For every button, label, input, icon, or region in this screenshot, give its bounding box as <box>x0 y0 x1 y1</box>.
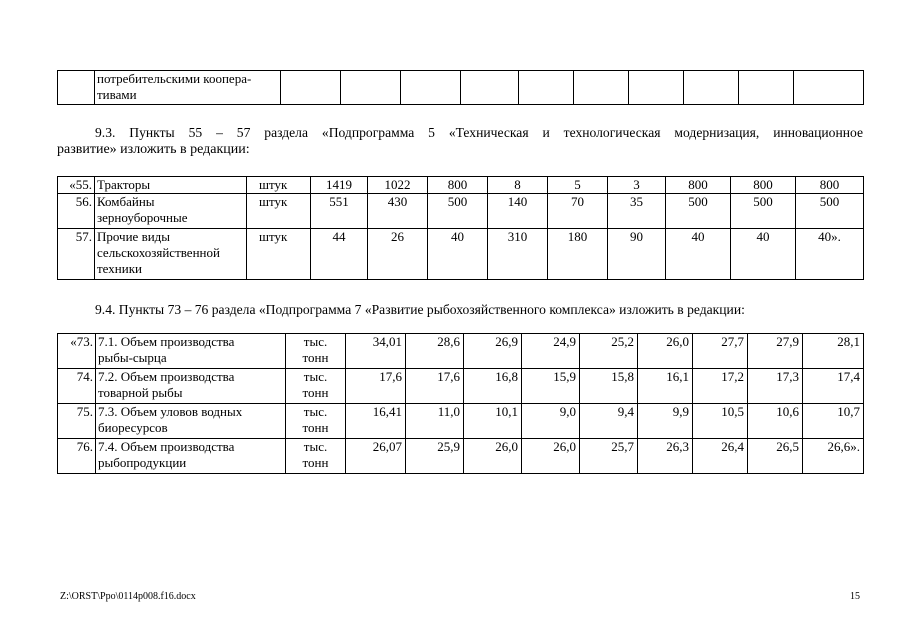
value: 25,9 <box>437 439 460 454</box>
value: 1419 <box>326 177 352 192</box>
value-cell <box>731 194 796 229</box>
value-cell <box>401 71 461 105</box>
value: 15,9 <box>553 369 576 384</box>
value-cell <box>580 369 638 404</box>
value-cell <box>803 334 864 369</box>
value: 1022 <box>384 177 411 192</box>
footer-page-number: 15 <box>850 591 860 602</box>
value: 16,8 <box>495 369 518 384</box>
value-cell <box>281 71 341 105</box>
value-cell <box>406 369 464 404</box>
value-cell <box>638 369 693 404</box>
paragraph-line: 9.4. Пункты 73 – 76 раздела «Подпрограмма 7 «Развитие рыбохозяйственного комплекса» изложить в редакции: <box>95 302 745 317</box>
row-name-cell <box>96 404 286 439</box>
value-cell <box>464 369 522 404</box>
value-cell <box>311 177 368 194</box>
value-cell <box>580 439 638 474</box>
value-cell <box>748 404 803 439</box>
value-cell <box>580 404 638 439</box>
table-row <box>58 194 864 229</box>
row-number-cell <box>58 177 95 194</box>
value-cell <box>368 194 428 229</box>
value: 26,0 <box>495 439 518 454</box>
value: 9,9 <box>672 404 689 419</box>
cell-line: Прочие виды <box>97 229 171 244</box>
value: 26,4 <box>721 439 744 454</box>
value: 10,6 <box>776 404 799 419</box>
value: 15,8 <box>611 369 634 384</box>
value-cell <box>341 71 401 105</box>
table-row <box>58 404 864 439</box>
value-cell <box>488 229 548 280</box>
value: 40». <box>818 229 841 244</box>
value: 26,5 <box>776 439 799 454</box>
row-name-cell <box>96 369 286 404</box>
cell-line: рыбы-сырца <box>98 350 167 365</box>
row-number-cell <box>58 369 96 404</box>
value-cell <box>803 404 864 439</box>
row-number-cell <box>58 194 95 229</box>
value-cell <box>406 439 464 474</box>
value-cell <box>522 439 580 474</box>
value: 25,2 <box>611 334 634 349</box>
value-cell <box>748 439 803 474</box>
value: 800 <box>753 177 773 192</box>
unit-cell <box>247 229 311 280</box>
value: 800 <box>819 177 840 192</box>
row-name-cell <box>96 334 286 369</box>
value: 17,4 <box>837 369 860 384</box>
value-cell <box>608 229 666 280</box>
value-cell <box>608 194 666 229</box>
value-cell <box>368 177 428 194</box>
cell-line: биоресурсов <box>98 420 168 435</box>
value-cell <box>406 334 464 369</box>
value-cell <box>311 229 368 280</box>
value: 16,41 <box>372 404 402 419</box>
value-cell <box>666 194 731 229</box>
cell-line: тонн <box>302 385 329 400</box>
value: 26 <box>391 229 404 244</box>
row-number-cell <box>58 404 96 439</box>
cell-line: тонн <box>302 455 329 470</box>
value-cell <box>522 369 580 404</box>
value: 35 <box>630 194 643 209</box>
paragraph-9-3 <box>57 124 863 158</box>
unit-label: штук <box>259 229 288 244</box>
row-number-cell <box>58 71 95 105</box>
value: 28,6 <box>437 334 460 349</box>
value: 24,9 <box>553 334 576 349</box>
value-cell <box>693 439 748 474</box>
value: 26,9 <box>495 334 518 349</box>
table-row <box>58 369 864 404</box>
row-number: 74. <box>76 369 93 384</box>
unit-cell <box>247 177 311 194</box>
table-row <box>58 334 864 369</box>
value-cell <box>488 194 548 229</box>
value: 8 <box>514 177 521 192</box>
value: 17,6 <box>379 369 402 384</box>
value: 800 <box>688 177 708 192</box>
unit-label: штук <box>259 194 288 209</box>
value: 9,0 <box>559 404 576 419</box>
value: 500 <box>753 194 773 209</box>
value: 44 <box>332 229 346 244</box>
unit-cell <box>286 404 346 439</box>
value-cell <box>693 404 748 439</box>
cell-line: 7.3. Объем уловов водных <box>98 404 243 419</box>
value-cell <box>464 439 522 474</box>
row-name-line: потребительскими коопера- <box>97 71 252 86</box>
value-cell <box>731 177 796 194</box>
cell-line: зерноуборочные <box>97 210 188 225</box>
value-cell <box>731 229 796 280</box>
value-cell <box>796 177 864 194</box>
row-name-cell <box>95 229 247 280</box>
value: 17,2 <box>721 369 744 384</box>
unit-cell <box>286 334 346 369</box>
value-cell <box>666 229 731 280</box>
value: 27,9 <box>776 334 799 349</box>
value: 40 <box>691 229 705 244</box>
value-cell <box>522 404 580 439</box>
value: 40 <box>756 229 770 244</box>
continuation-table <box>57 70 864 105</box>
value: 26,3 <box>666 439 689 454</box>
value: 500 <box>688 194 708 209</box>
value: 180 <box>567 229 588 244</box>
unit-cell <box>286 439 346 474</box>
cell-line: сельскохозяйственной <box>97 245 220 260</box>
value: 34,01 <box>372 334 402 349</box>
paragraph-line: развитие» изложить в редакции: <box>57 142 250 157</box>
value-cell <box>739 71 794 105</box>
value-cell <box>608 177 666 194</box>
cell-line: тыс. <box>303 404 328 419</box>
value: 40 <box>451 229 464 244</box>
value-cell <box>803 439 864 474</box>
row-number-cell <box>58 439 96 474</box>
value-cell <box>580 334 638 369</box>
cell-line: товарной рыбы <box>98 385 183 400</box>
value: 11,0 <box>437 404 460 419</box>
machinery-table <box>57 176 864 280</box>
row-number: 57. <box>75 229 92 244</box>
value-cell <box>406 404 464 439</box>
paragraph-9-4 <box>95 301 863 318</box>
value-cell <box>803 369 864 404</box>
value: 17,3 <box>776 369 799 384</box>
value-cell <box>346 404 406 439</box>
cell-line: Комбайны <box>97 194 155 209</box>
value-cell <box>519 71 574 105</box>
value-cell <box>748 369 803 404</box>
row-name-cell <box>95 177 247 194</box>
cell-line: тонн <box>302 350 329 365</box>
value-cell <box>346 439 406 474</box>
row-number: «55. <box>69 177 92 192</box>
value-cell <box>368 229 428 280</box>
value: 70 <box>571 194 584 209</box>
cell-line: техники <box>97 261 142 276</box>
row-name-cell <box>95 71 281 105</box>
value: 500 <box>819 194 840 209</box>
row-number: 75. <box>76 404 93 419</box>
table-row <box>58 229 864 280</box>
value: 90 <box>630 229 643 244</box>
value: 551 <box>329 194 349 209</box>
value-cell <box>684 71 739 105</box>
row-number: «73. <box>70 334 93 349</box>
table-row <box>58 71 864 105</box>
value-cell <box>794 71 864 105</box>
value-cell <box>638 334 693 369</box>
value: 3 <box>633 177 640 192</box>
row-number-cell <box>58 229 95 280</box>
value: 26,07 <box>372 439 402 454</box>
value: 10,5 <box>721 404 744 419</box>
value: 26,0 <box>666 334 689 349</box>
value-cell <box>346 369 406 404</box>
value-cell <box>748 334 803 369</box>
row-name-line: тивами <box>97 87 137 102</box>
cell-line: тыс. <box>303 369 328 384</box>
row-name-cell <box>96 439 286 474</box>
unit-cell <box>286 369 346 404</box>
cell-line: Тракторы <box>97 177 151 192</box>
cell-line: тыс. <box>303 439 328 454</box>
fishery-table <box>57 333 864 474</box>
table-row <box>58 177 864 194</box>
cell-line: 7.4. Объем производства <box>98 439 235 454</box>
value-cell <box>548 229 608 280</box>
value: 5 <box>574 177 581 192</box>
row-number: 56. <box>75 194 92 209</box>
footer-file-path: Z:\ORST\Ppo\0114p008.f16.docx <box>60 591 196 602</box>
cell-line: тыс. <box>303 334 328 349</box>
paragraph-line: 9.3. Пункты 55 – 57 раздела «Подпрограмма 5 «Техническая и технологическая модернизация, инновационное <box>95 125 863 140</box>
value-cell <box>638 404 693 439</box>
value: 430 <box>387 194 408 209</box>
value-cell <box>346 334 406 369</box>
value-cell <box>461 71 519 105</box>
value-cell <box>464 334 522 369</box>
value-cell <box>796 229 864 280</box>
value-cell <box>311 194 368 229</box>
cell-line: рыбопродукции <box>98 455 187 470</box>
row-number-cell <box>58 334 96 369</box>
value-cell <box>638 439 693 474</box>
cell-line: 7.2. Объем производства <box>98 369 235 384</box>
row-name-cell <box>95 194 247 229</box>
value-cell <box>488 177 548 194</box>
value: 9,4 <box>617 404 634 419</box>
unit-label: штук <box>259 177 288 192</box>
value-cell <box>428 229 488 280</box>
value: 800 <box>447 177 468 192</box>
value: 28,1 <box>837 334 860 349</box>
unit-cell <box>247 194 311 229</box>
value: 25,7 <box>611 439 634 454</box>
value-cell <box>796 194 864 229</box>
table-row <box>58 439 864 474</box>
value-cell <box>428 177 488 194</box>
value: 10,7 <box>837 404 860 419</box>
value-cell <box>464 404 522 439</box>
value: 10,1 <box>495 404 518 419</box>
value-cell <box>574 71 629 105</box>
value: 140 <box>507 194 528 209</box>
value: 27,7 <box>721 334 744 349</box>
value-cell <box>629 71 684 105</box>
value-cell <box>548 177 608 194</box>
cell-line: 7.1. Объем производства <box>98 334 235 349</box>
value-cell <box>666 177 731 194</box>
value-cell <box>693 369 748 404</box>
value-cell <box>428 194 488 229</box>
value: 310 <box>507 229 528 244</box>
value: 26,0 <box>553 439 576 454</box>
value-cell <box>693 334 748 369</box>
value: 26,6». <box>827 439 860 454</box>
cell-line: тонн <box>302 420 329 435</box>
value-cell <box>548 194 608 229</box>
value-cell <box>522 334 580 369</box>
value: 16,1 <box>666 369 689 384</box>
row-number: 76. <box>76 439 93 454</box>
value: 500 <box>447 194 468 209</box>
value: 17,6 <box>437 369 460 384</box>
